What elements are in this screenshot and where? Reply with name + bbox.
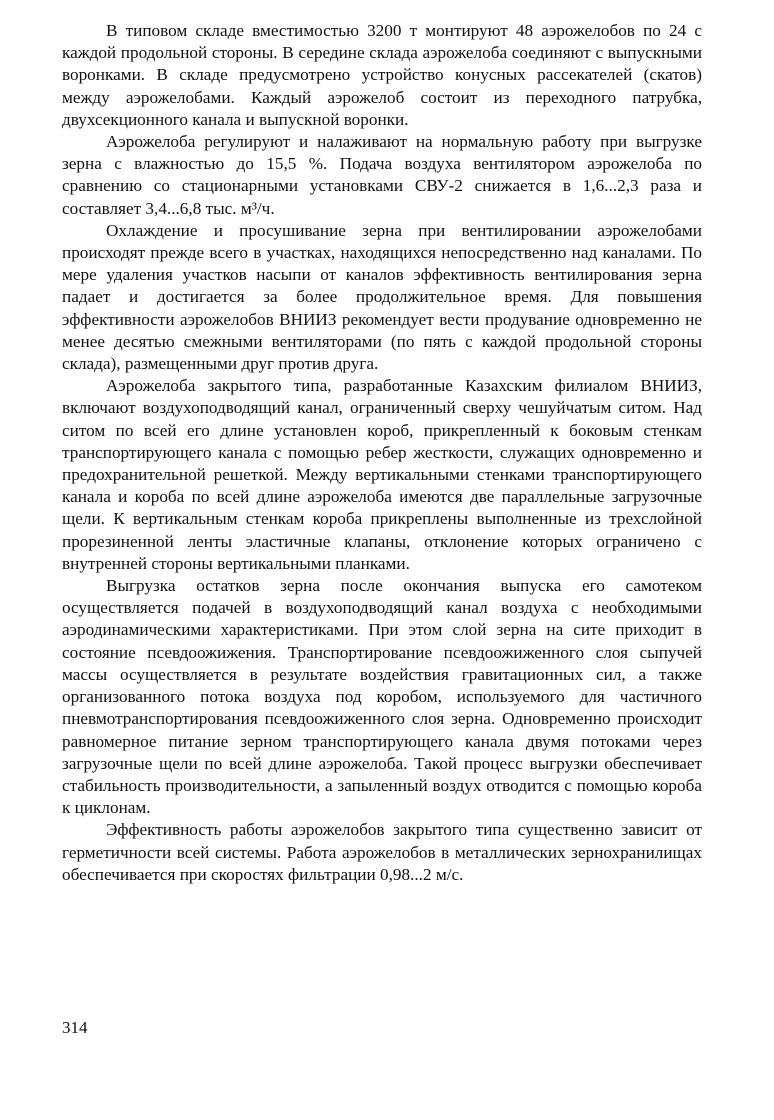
page-body <box>62 20 702 886</box>
paragraph-6: Эффективность работы аэрожелобов закрытого типа существенно зависит от герметичности всей системы. Работа аэрожелобов в металлических зернохранилищах обеспечивается при скоростях фильтрации 0,98...2 м/с. <box>62 820 702 884</box>
page-number: 314 <box>62 1018 88 1037</box>
paragraph-1: В типовом складе вместимостью 3200 т монтируют 48 аэрожелобов по 24 с каждой продольной стороны. В середине склада аэрожелоба соединяют с выпускными воронками. В складе предусмотрено устройство конусных рассекателей (скатов) между аэрожелобами. Каждый аэрожелоб состоит из переходного патрубка, двухсекционного канала и выпускной воронки. <box>62 21 702 129</box>
paragraph-3: Охлаждение и просушивание зерна при вентилировании аэрожелобами происходят прежде всего в участках, находящихся непосредственно над каналами. По мере удаления участков насыпи от каналов эффективность вентилирования зерна падает и достигается за более продолжительное время. Для повышения эффективности аэрожелобов ВНИИЗ рекомендует вести продувание одновременно не менее десятью смежными вентиляторами (по пять с каждой продольной стороны склада), размещенными друг против друга. <box>62 220 702 374</box>
paragraph-5: Выгрузка остатков зерна после окончания выпуска его самотеком осуществляется подачей в воздухоподводящий канал воздуха с необходимыми аэродинамическими характеристиками. При этом слой зерна на сите приходит в состояние псевдоожижения. Транспортирование псевдоожиженного слоя сыпучей массы осуществляется в результате воздействия гравитационных сил, а также организованного потока воздуха под коробом, используемого для частичного пневмотранспортирования псевдоожиженного слоя зерна. Одновременно происходит равномерное питание зерном транспортирующего канала двумя потоками через загрузочные щели по всей длине аэрожелоба. Такой процесс выгрузки обеспечивает стабильность производительности, а запыленный воздух отводится с помощью короба к циклонам. <box>62 576 702 818</box>
paragraph-2: Аэрожелоба регулируют и налаживают на нормальную работу при выгрузке зерна с влажностью до 15,5 %. Подача воздуха вентилятором аэрожелоба по сравнению со стационарными установками СВУ-2 снижается в 1,6...2,3 раза и составляет 3,4...6,8 тыс. м³/ч. <box>62 132 702 218</box>
paragraph-4: Аэрожелоба закрытого типа, разработанные Казахским филиалом ВНИИЗ, включают воздухоподводящий канал, ограниченный сверху чешуйчатым ситом. Над ситом по всей его длине установлен короб, прикрепленный к боковым стенкам транспортирующего канала с помощью ребер жесткости, служащих одновременно и предохранительной решеткой. Между вертикальными стенками транспортирующего канала и короба по всей длине аэрожелоба имеются две параллельные загрузочные щели. К вертикальным стенкам короба прикреплены выполненные из трехслойной прорезиненной ленты эластичные клапаны, отклонение которых ограничено с внутренней стороны вертикальными планками. <box>62 376 702 573</box>
